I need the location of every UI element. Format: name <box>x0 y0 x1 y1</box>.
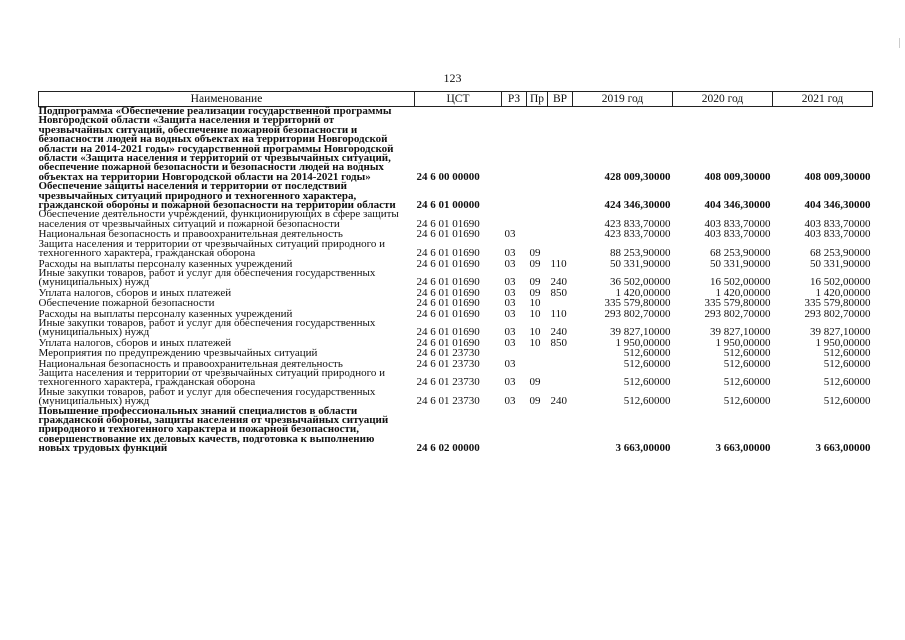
cell-cst: 24 6 00 00000 <box>416 170 480 183</box>
cell-cst: 24 6 01 00000 <box>416 199 480 212</box>
cell-vr <box>548 107 573 183</box>
cell-rz: 03 <box>504 395 516 408</box>
cell-pr: 09 <box>529 376 541 389</box>
cell-y2020: 512,60000 <box>723 376 771 389</box>
header-pr: Пр <box>527 92 548 107</box>
header-cst: ЦСТ <box>415 92 502 107</box>
cell-y2019: 512,60000 <box>623 376 671 389</box>
cell-cst: 24 6 01 01690 <box>416 297 480 310</box>
table-row <box>39 369 873 388</box>
cell-name: Мероприятия по предупреждению чрезвычайных ситуаций <box>38 347 318 360</box>
table-row <box>39 348 873 358</box>
cell-rz <box>502 107 527 183</box>
cell-pr: 09 <box>529 286 541 299</box>
cell-y2021: 293 802,70000 <box>804 307 871 320</box>
cell-name: Расходы на выплаты персоналу казенных учреждений <box>38 307 293 320</box>
cell-name: Обеспечение защиты населения и территории от последствий чрезвычайных ситуаций природного и техногенного характера, гражданской обороны и пожарной безопасности на территории области <box>38 180 396 212</box>
cell-vr <box>548 407 573 454</box>
cell-name: Обеспечение пожарной безопасности <box>38 297 215 310</box>
cell-name: Национальная безопасность и правоохранительная деятельность <box>38 357 343 370</box>
cell-name: Защита населения и территории от чрезвычайных ситуаций природного и техногенного характера, гражданская оборона <box>38 366 385 389</box>
cell-cst: 24 6 01 01690 <box>416 286 480 299</box>
cell-y2019: 335 579,80000 <box>604 297 671 310</box>
table-row <box>39 319 873 338</box>
cell-rz <box>502 407 527 454</box>
cell-pr: 09 <box>529 247 541 260</box>
cell-y2021: 1 950,00000 <box>815 336 871 349</box>
cell-pr: 09 <box>529 257 541 270</box>
cell-y2019: 50 331,90000 <box>610 257 671 270</box>
cell-vr: 240 <box>550 276 567 289</box>
cell-cst: 24 6 01 01690 <box>416 247 480 260</box>
cell-vr <box>548 229 573 239</box>
cell-y2021: 404 346,30000 <box>804 199 871 212</box>
cell-vr: 240 <box>550 326 567 339</box>
cell-vr <box>548 210 573 229</box>
cell-y2021: 3 663,00000 <box>815 442 871 455</box>
cell-y2019: 424 346,30000 <box>604 199 671 212</box>
cell-y2020: 3 663,00000 <box>715 442 771 455</box>
cell-y2020: 335 579,80000 <box>704 297 771 310</box>
cell-pr: 10 <box>529 297 541 310</box>
table-row <box>39 210 873 229</box>
cell-y2020: 403 833,70000 <box>704 217 771 230</box>
cell-y2019: 428 009,30000 <box>604 170 671 183</box>
cell-cst: 24 6 01 23730 <box>416 376 480 389</box>
cell-rz <box>502 182 527 210</box>
cell-name: Подпрограмма «Обеспечение реализации государственной программы Новгородской области «Защита населения и территорий от чрезвычайных ситуаций, обеспечение пожарной безопасности и безопасности людей на водных объектах на территории Новгородской области на 2014-2021 годы» государственной программы Новгородской области «Защита населения и территорий от чрезвычайных ситуаций, обеспечение пожарной безопасности и безопасности людей на водных объектах на территории Новгородской области на 2014-2021 годы» <box>38 105 394 183</box>
cell-name: Защита населения и территории от чрезвычайных ситуаций природного и техногенного характера, гражданская оборона <box>38 237 385 260</box>
cell-y2020: 512,60000 <box>723 357 771 370</box>
cell-pr <box>527 210 548 229</box>
cell-y2019: 3 663,00000 <box>615 442 671 455</box>
cell-cst: 24 6 01 01690 <box>416 326 480 339</box>
cell-rz: 03 <box>504 276 516 289</box>
cell-cst: 24 6 01 23730 <box>416 357 480 370</box>
cell-y2020: 404 346,30000 <box>704 199 771 212</box>
cell-y2021: 39 827,10000 <box>810 326 871 339</box>
cell-name: Расходы на выплаты персоналу казенных учреждений <box>38 257 293 270</box>
budget-table <box>38 91 873 454</box>
table-row <box>39 298 873 308</box>
cell-y2020: 403 833,70000 <box>704 228 771 241</box>
cell-name: Национальная безопасность и правоохранительная деятельность <box>38 228 343 241</box>
cell-cst: 24 6 01 23730 <box>416 395 480 408</box>
cell-rz: 03 <box>504 307 516 320</box>
cell-pr: 09 <box>529 276 541 289</box>
cell-cst: 24 6 01 01690 <box>416 217 480 230</box>
table-row <box>39 107 873 183</box>
cell-rz: 03 <box>504 357 516 370</box>
cell-name: Повышение профессиональных знаний специалистов в области гражданской обороны, защиты населения от чрезвычайных ситуаций природного и техногенного характера и пожарной безопасности, совершенствование их деловых качеств, подготовка к выполнению новых трудовых функций <box>38 404 389 455</box>
cell-y2019: 39 827,10000 <box>610 326 671 339</box>
cell-y2019: 1 420,00000 <box>615 286 671 299</box>
cell-y2021: 50 331,90000 <box>810 257 871 270</box>
cell-pr <box>527 348 548 358</box>
cell-pr <box>527 107 548 183</box>
table-row <box>39 182 873 210</box>
cell-y2021: 512,60000 <box>823 357 871 370</box>
page-number: 123 <box>443 71 462 85</box>
cell-y2020: 39 827,10000 <box>710 326 771 339</box>
cell-vr: 110 <box>550 307 567 320</box>
cell-y2019: 423 833,70000 <box>604 228 671 241</box>
cell-rz: 03 <box>504 257 516 270</box>
cell-pr: 10 <box>529 307 541 320</box>
table-row <box>39 269 873 288</box>
cell-pr <box>527 229 548 239</box>
cell-rz: 03 <box>504 228 516 241</box>
cell-y2020: 512,60000 <box>723 395 771 408</box>
cell-pr: 10 <box>529 336 541 349</box>
cell-rz <box>502 210 527 229</box>
cell-name: Обеспечение деятельности учреждений, функционирующих в сфере защиты населения от чрезвычайных ситуаций и пожарной безопасности <box>38 208 399 230</box>
cell-rz: 03 <box>504 326 516 339</box>
cell-y2020: 68 253,90000 <box>710 247 771 260</box>
cell-pr <box>527 407 548 454</box>
cell-name: Иные закупки товаров, работ и услуг для обеспечения государственных (муниципальных) нужд <box>38 266 376 289</box>
cell-name: Иные закупки товаров, работ и услуг для обеспечения государственных (муниципальных) нужд <box>38 385 376 408</box>
cell-y2020: 16 502,00000 <box>710 276 771 289</box>
cell-cst: 24 6 01 23730 <box>416 347 480 360</box>
cell-vr <box>548 298 573 308</box>
cell-cst: 24 6 02 00000 <box>416 442 480 455</box>
cell-vr: 850 <box>550 336 567 349</box>
cell-vr <box>548 182 573 210</box>
cell-y2019: 1 950,00000 <box>615 336 671 349</box>
cell-y2020: 408 009,30000 <box>704 170 771 183</box>
header-vr: ВР <box>548 92 573 107</box>
cell-cst: 24 6 01 01690 <box>416 276 480 289</box>
cell-y2019: 36 502,00000 <box>610 276 671 289</box>
cell-y2021: 512,60000 <box>823 347 871 360</box>
cell-pr <box>527 182 548 210</box>
cell-y2021: 1 420,00000 <box>815 286 871 299</box>
cell-vr <box>548 240 573 259</box>
cell-y2021: 68 253,90000 <box>810 247 871 260</box>
cell-y2019: 512,60000 <box>623 347 671 360</box>
cell-cst: 24 6 01 01690 <box>416 228 480 241</box>
cell-cst: 24 6 01 01690 <box>416 307 480 320</box>
cell-vr: 850 <box>550 286 567 299</box>
header-2020: 2020 год <box>673 92 773 107</box>
table-row <box>39 240 873 259</box>
cell-vr: 110 <box>550 257 567 270</box>
cell-y2019: 88 253,90000 <box>610 247 671 260</box>
cell-pr <box>527 359 548 369</box>
cell-y2020: 512,60000 <box>723 347 771 360</box>
cell-rz: 03 <box>504 286 516 299</box>
cell-y2020: 50 331,90000 <box>710 257 771 270</box>
cell-y2021: 403 833,70000 <box>804 228 871 241</box>
header-rz: РЗ <box>502 92 527 107</box>
cell-rz: 03 <box>504 336 516 349</box>
cell-y2021: 408 009,30000 <box>804 170 871 183</box>
cell-y2019: 512,60000 <box>623 395 671 408</box>
cell-vr <box>548 359 573 369</box>
cell-vr <box>548 369 573 388</box>
cell-vr <box>548 348 573 358</box>
cell-rz <box>502 348 527 358</box>
cell-rz: 03 <box>504 247 516 260</box>
cell-cst: 24 6 01 01690 <box>416 257 480 270</box>
header-name: Наименование <box>39 92 415 107</box>
cell-pr: 10 <box>529 326 541 339</box>
cell-y2020: 1 420,00000 <box>715 286 771 299</box>
cell-y2019: 423 833,70000 <box>604 217 671 230</box>
cell-y2021: 403 833,70000 <box>804 217 871 230</box>
cell-y2021: 512,60000 <box>823 376 871 389</box>
cell-rz: 03 <box>504 376 516 389</box>
cell-cst: 24 6 01 01690 <box>416 336 480 349</box>
cell-y2021: 512,60000 <box>823 395 871 408</box>
table-body <box>39 107 873 454</box>
cell-name: Уплата налогов, сборов и иных платежей <box>38 286 232 299</box>
cell-y2020: 293 802,70000 <box>704 307 771 320</box>
table-row <box>39 388 873 407</box>
cell-name: Уплата налогов, сборов и иных платежей <box>38 336 232 349</box>
cell-y2019: 293 802,70000 <box>604 307 671 320</box>
scan-edge-mark <box>899 38 902 48</box>
cell-rz: 03 <box>504 297 516 310</box>
header-2019: 2019 год <box>573 92 673 107</box>
cell-y2019: 512,60000 <box>623 357 671 370</box>
cell-pr: 09 <box>529 395 541 408</box>
cell-y2021: 16 502,00000 <box>810 276 871 289</box>
cell-y2020: 1 950,00000 <box>715 336 771 349</box>
cell-vr: 240 <box>550 395 567 408</box>
cell-name: Иные закупки товаров, работ и услуг для обеспечения государственных (муниципальных) нужд <box>38 316 376 339</box>
cell-y2021: 335 579,80000 <box>804 297 871 310</box>
table-row <box>39 407 873 454</box>
header-2021: 2021 год <box>773 92 873 107</box>
